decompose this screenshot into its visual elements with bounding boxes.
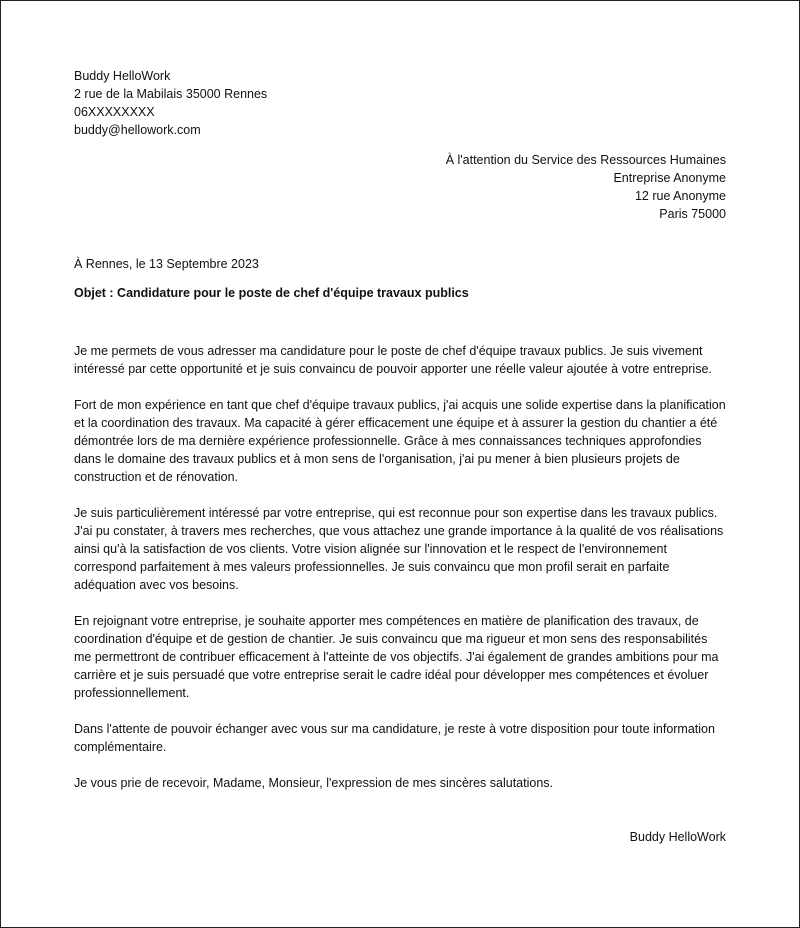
letter-date: À Rennes, le 13 Septembre 2023: [74, 257, 259, 271]
recipient-block: [74, 151, 726, 223]
body-paragraph-4: En rejoignant votre entreprise, je souhaite apporter mes compétences en matière de planification des travaux, de coordination d'équipe et de gestion de chantier. Je suis convaincu que ma rigueur et mon sens des responsabilités me permettront de contribuer efficacement à l'atteinte de vos objectifs. J'ai également de grandes ambitions pour ma carrière et je suis persuadé que votre entreprise serait le cadre idéal pour développer mes compétences et évoluer professionnellement.: [74, 614, 719, 700]
recipient-street: 12 rue Anonyme: [634, 189, 726, 203]
sender-email: buddy@hellowork.com: [74, 123, 201, 137]
signature: Buddy HelloWork: [629, 830, 726, 844]
body-paragraph-3: Je suis particulièrement intéressé par votre entreprise, qui est reconnue pour son expertise dans les travaux publics. J'ai pu constater, à travers mes recherches, que vous attachez une grande importance à la qualité de vos réalisations ainsi qu'à la satisfaction de vos clients. Votre vision alignée sur l'innovation et le respect de l'environnement correspond parfaitement à mes valeurs professionnelles. Je suis convaincu que mon profil serait en parfaite adéquation avec vos besoins.: [74, 506, 724, 592]
letter-subject: Objet : Candidature pour le poste de chef d'équipe travaux publics: [74, 286, 469, 300]
sender-name: Buddy HelloWork: [74, 69, 171, 83]
body-paragraph-2: Fort de mon expérience en tant que chef d'équipe travaux publics, j'ai acquis une solide expertise dans la planification et la coordination des travaux. Ma capacité à gérer efficacement une équipe et à assurer la gestion du chantier a été démontrée lors de ma dernière expérience professionnelle. Grâce à mes connaissances techniques approfondies dans le domaine des travaux publics et à mon sens de l'organisation, j'ai pu mener à bien plusieurs projets de construction et de rénovation.: [74, 398, 726, 484]
letter-content: [74, 67, 726, 846]
closing-salutation: Je vous prie de recevoir, Madame, Monsieur, l'expression de mes sincères salutations.: [74, 776, 554, 790]
sender-phone: 06XXXXXXXX: [74, 105, 155, 119]
recipient-attention: À l'attention du Service des Ressources Humaines: [445, 153, 726, 167]
body-paragraph-1: Je me permets de vous adresser ma candidature pour le poste de chef d'équipe travaux publics. Je suis vivement intéressé par cette opportunité et je suis convaincu de pouvoir apporter une réelle valeur ajoutée à votre entreprise.: [74, 344, 712, 376]
body-paragraph-5: Dans l'attente de pouvoir échanger avec vous sur ma candidature, je reste à votre disposition pour toute information complémentaire.: [74, 722, 715, 754]
sender-block: [74, 67, 726, 139]
recipient-city: Paris 75000: [659, 207, 726, 221]
sender-address: 2 rue de la Mabilais 35000 Rennes: [74, 87, 268, 101]
recipient-company: Entreprise Anonyme: [613, 171, 726, 185]
